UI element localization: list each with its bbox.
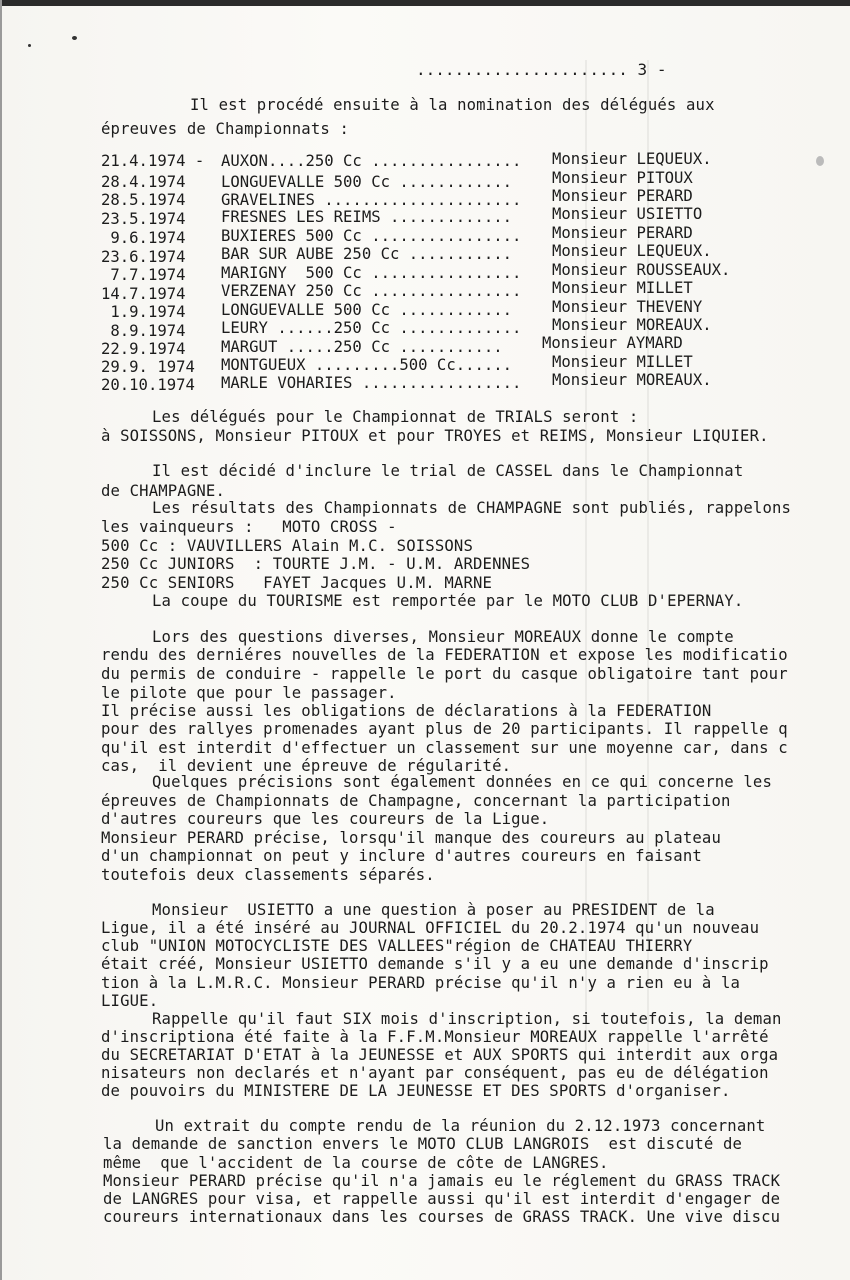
delegate-event: MARLE VOHARIES ................. [221,374,522,392]
cassel-line: 250 Cc SENIORS FAYET Jacques U.M. MARNE [101,574,493,592]
delegate-name: Monsieur MOREAUX. [552,371,712,389]
cassel-line: Les résultats des Championnats de CHAMPAGNE sont publiés, rappelons [152,499,792,517]
usietto-line: tion à la L.M.R.C. Monsieur PERARD précise qu'il n'y a rien eu à la [101,974,741,992]
delegate-event: LONGUEVALLE 500 Cc ............ [221,301,513,319]
questions-line: d'autres coureurs que les coureurs de la Ligue. [101,810,550,828]
trials-line: à SOISSONS, Monsieur PITOUX et pour TROYES et REIMS, Monsieur LIQUIER. [101,427,769,445]
page-number: ...................... 3 - [416,60,667,79]
trials-line: Les délégués pour le Championnat de TRIALS seront : [152,408,639,426]
cassel-line: Il est décidé d'inclure le trial de CASSEL dans le Championnat [152,462,744,480]
usietto-line: Ligue, il a été inséré au JOURNAL OFFICIEL du 20.2.1974 qu'un nouveau [101,919,760,937]
delegate-date: 20.10.1974 [101,376,195,394]
delegate-event: LONGUEVALLE 500 Cc ............ [221,173,513,191]
delegate-event: AUXON....250 Cc ................ [221,152,522,170]
usietto-line: était créé, Monsieur USIETTO demande s'il y a eu une demande d'inscrip [101,955,769,973]
delegate-name: Monsieur MILLET [552,353,693,371]
cassel-line: La coupe du TOURISME est remportée par le MOTO CLUB D'EPERNAY. [152,592,744,610]
questions-line: épreuves de Championnats de Champagne, concernant la participation [101,792,731,810]
delegate-name: Monsieur LEQUEUX. [552,242,712,260]
delegate-date: 28.5.1974 [101,191,186,209]
delegate-date: 28.4.1974 [101,173,186,191]
langres-line: Un extrait du compte rendu de la réunion du 2.12.1973 concernant [155,1117,766,1135]
cassel-line: de CHAMPAGNE. [101,482,225,500]
cassel-line: les vainqueurs : MOTO CROSS - [101,518,397,536]
delegate-date: 8.9.1974 [101,322,186,340]
delegate-event: FRESNES LES REIMS ............. [221,208,513,226]
delegate-event: GRAVELINES ..................... [221,191,522,209]
delegate-name: Monsieur LEQUEUX. [552,150,712,168]
questions-line: cas, il devient une épreuve de régularité. [101,757,512,775]
delegate-name: Monsieur PERARD [552,187,693,205]
usietto-line: d'inscriptiona été faite à la F.F.M.Monsieur MOREAUX rappelle l'arrêté [101,1028,769,1046]
cassel-line: 500 Cc : VAUVILLERS Alain M.C. SOISSONS [101,537,473,555]
questions-line: Lors des questions diverses, Monsieur MOREAUX donne le compte [152,628,734,646]
delegate-date: 23.6.1974 [101,248,186,266]
questions-line: rendu des derniéres nouvelles de la FEDERATION et expose les modificatio [101,646,788,664]
questions-line: le pilote que pour le passager. [101,684,397,702]
cassel-line: 250 Cc JUNIORS : TOURTE J.M. - U.M. ARDENNES [101,555,531,573]
questions-line: d'un championnat on peut y inclure d'autres coureurs en faisant [101,847,702,865]
intro-line: Il est procédé ensuite à la nomination des délégués aux [190,96,715,114]
scan-top-edge [0,0,850,6]
langres-line: même que l'accident de la course de côte de LANGRES. [103,1154,609,1172]
delegate-date: 29.9. 1974 [101,358,195,376]
questions-line: Monsieur PERARD précise, lorsqu'il manque des coureurs au plateau [101,829,721,847]
intro-line: épreuves de Championnats : [101,120,349,138]
questions-line: toutefois deux classements séparés. [101,866,435,884]
delegate-name: Monsieur ROUSSEAUX. [552,261,731,279]
usietto-line: du SECRETARIAT D'ETAT à la JEUNESSE et AUX SPORTS qui interdit aux orga [101,1046,779,1064]
questions-line: du permis de conduire - rappelle le port du casque obligatoire tant pour [101,665,788,683]
delegate-date: 22.9.1974 [101,340,186,358]
delegate-event: MARIGNY 500 Cc ................ [221,264,522,282]
delegate-name: Monsieur MILLET [552,279,693,297]
delegate-name: Monsieur USIETTO [552,205,703,223]
delegate-event: BUXIERES 500 Cc ................ [221,227,522,245]
usietto-line: club "UNION MOTOCYCLISTE DES VALLEES"région de CHATEAU THIERRY [101,937,693,955]
langres-line: de LANGRES pour visa, et rappelle aussi qu'il est interdit d'engager de [103,1190,781,1208]
usietto-line: LIGUE. [101,992,159,1010]
langres-line: Monsieur PERARD précise qu'il n'a jamais eu le réglement du GRASS TRACK [103,1172,781,1190]
delegate-event: MONTGUEUX .........500 Cc...... [221,356,513,374]
questions-line: Quelques précisions sont également données en ce qui concerne les [152,773,772,791]
scan-speck [72,36,77,40]
questions-line: Il précise aussi les obligations de déclarations à la FEDERATION [101,702,712,720]
usietto-line: de pouvoirs du MINISTERE DE LA JEUNESSE ET DES SPORTS d'organiser. [101,1082,731,1100]
delegate-date: 14.7.1974 [101,285,186,303]
delegate-name: Monsieur MOREAUX. [552,316,712,334]
usietto-line: Monsieur USIETTO a une question à poser au PRESIDENT de la [152,901,715,919]
delegate-name: Monsieur AYMARD [542,334,683,352]
delegate-date: 9.6.1974 [101,229,186,247]
scan-speck [28,44,31,47]
questions-line: pour des rallyes promenades ayant plus de 20 participants. Il rappelle q [101,720,788,738]
delegate-date: 23.5.1974 [101,210,186,228]
delegate-name: Monsieur THEVENY [552,298,703,316]
scan-speck [816,156,824,166]
delegate-date: 1.9.1974 [101,303,186,321]
delegate-date: 21.4.1974 - [101,152,205,170]
langres-line: la demande de sanction envers le MOTO CLUB LANGROIS est discuté de [103,1135,743,1153]
delegate-name: Monsieur PERARD [552,224,693,242]
usietto-line: nisateurs non declarés et n'ayant par conséquent, pas eu de délégation [101,1064,769,1082]
delegate-date: 7.7.1974 [101,266,186,284]
delegate-event: LEURY ......250 Cc ............. [221,319,522,337]
langres-line: coureurs internationaux dans les courses de GRASS TRACK. Une vive discu [103,1208,781,1226]
scan-left-edge [0,0,2,1280]
delegate-event: MARGUT .....250 Cc ........... [221,338,503,356]
delegate-name: Monsieur PITOUX [552,169,693,187]
delegate-event: VERZENAY 250 Cc ................ [221,282,522,300]
delegate-event: BAR SUR AUBE 250 Cc ........... [221,245,513,263]
usietto-line: Rappelle qu'il faut SIX mois d'inscription, si toutefois, la deman [152,1010,782,1028]
questions-line: qu'il est interdit d'effectuer un classement sur une moyenne car, dans c [101,739,788,757]
